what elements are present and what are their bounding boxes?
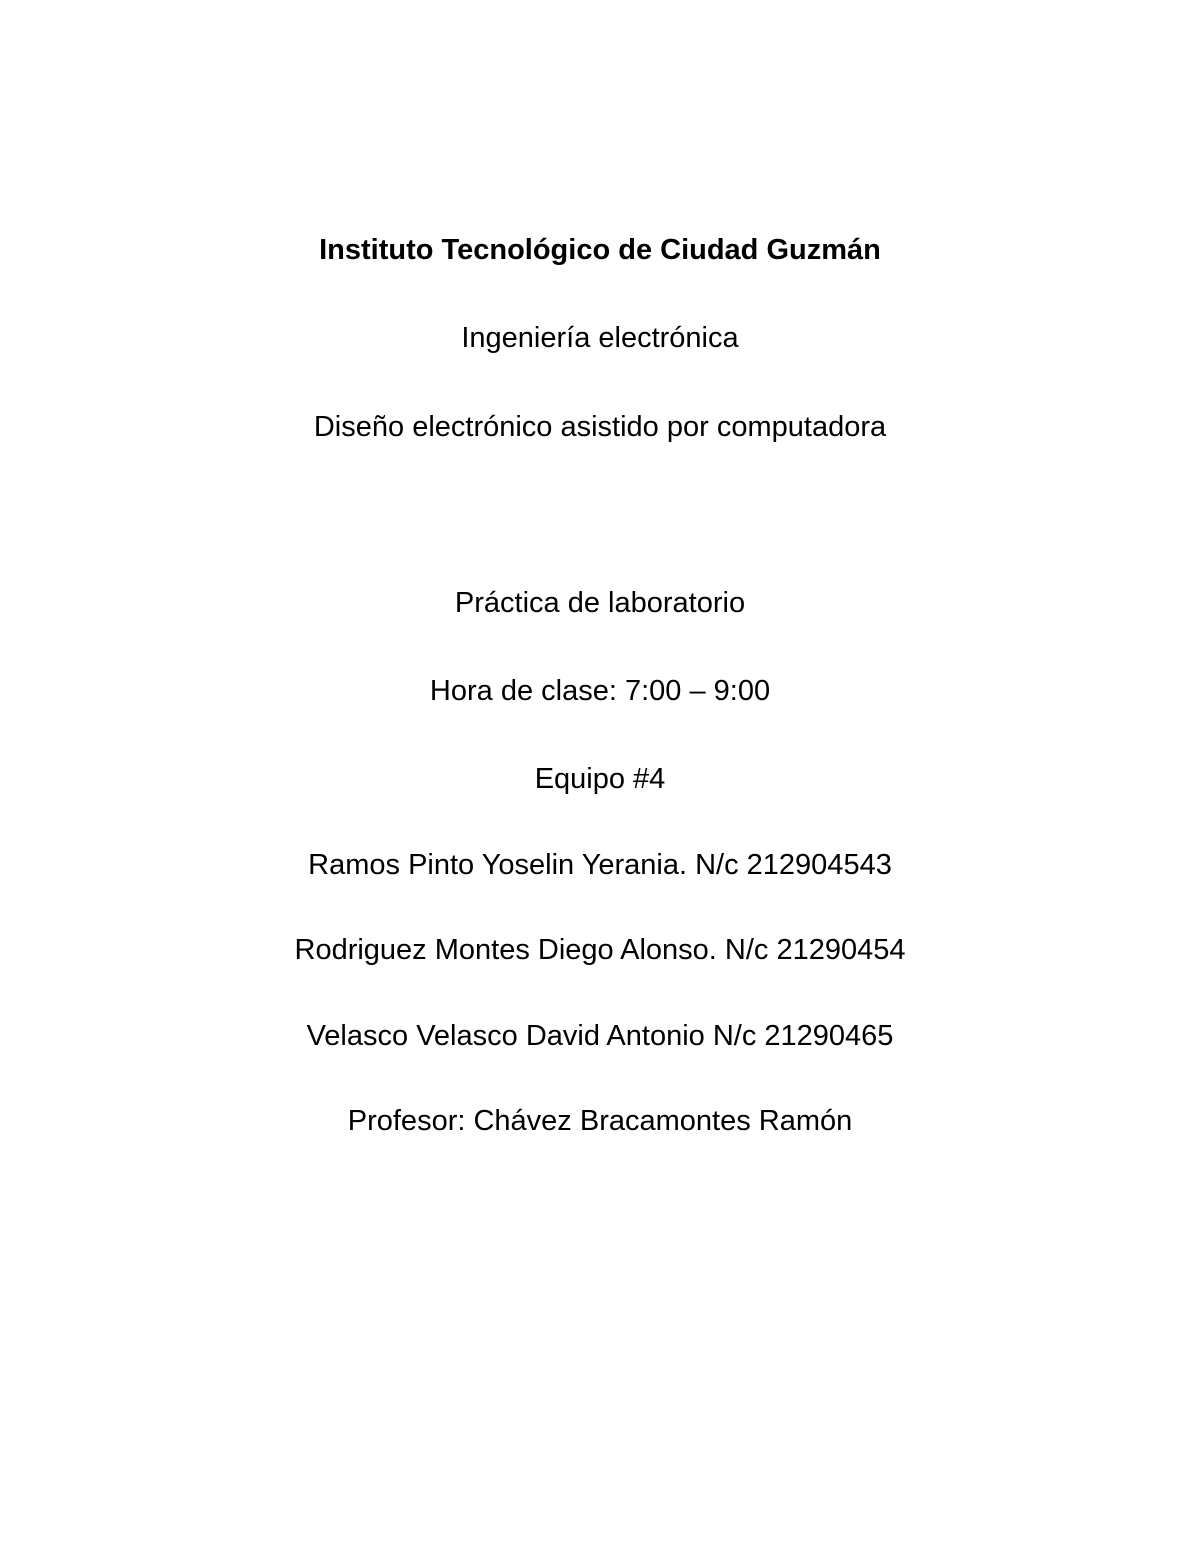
career-name: Ingeniería electrónica <box>461 322 739 354</box>
team-member: Rodriguez Montes Diego Alonso. N/c 21290454 <box>294 934 906 966</box>
team-member: Velasco Velasco David Antonio N/c 21290465 <box>306 1020 894 1052</box>
practice-title: Práctica de laboratorio <box>454 587 746 619</box>
team-member: Ramos Pinto Yoselin Yerania. N/c 212904543 <box>308 849 892 881</box>
team-number: Equipo #4 <box>534 763 666 795</box>
subject-name: Diseño electrónico asistido por computadora <box>313 411 887 443</box>
institution-title: Instituto Tecnológico de Ciudad Guzmán <box>319 234 881 266</box>
professor-name: Profesor: Chávez Bracamontes Ramón <box>347 1105 853 1137</box>
class-schedule: Hora de clase: 7:00 – 9:00 <box>429 675 771 707</box>
